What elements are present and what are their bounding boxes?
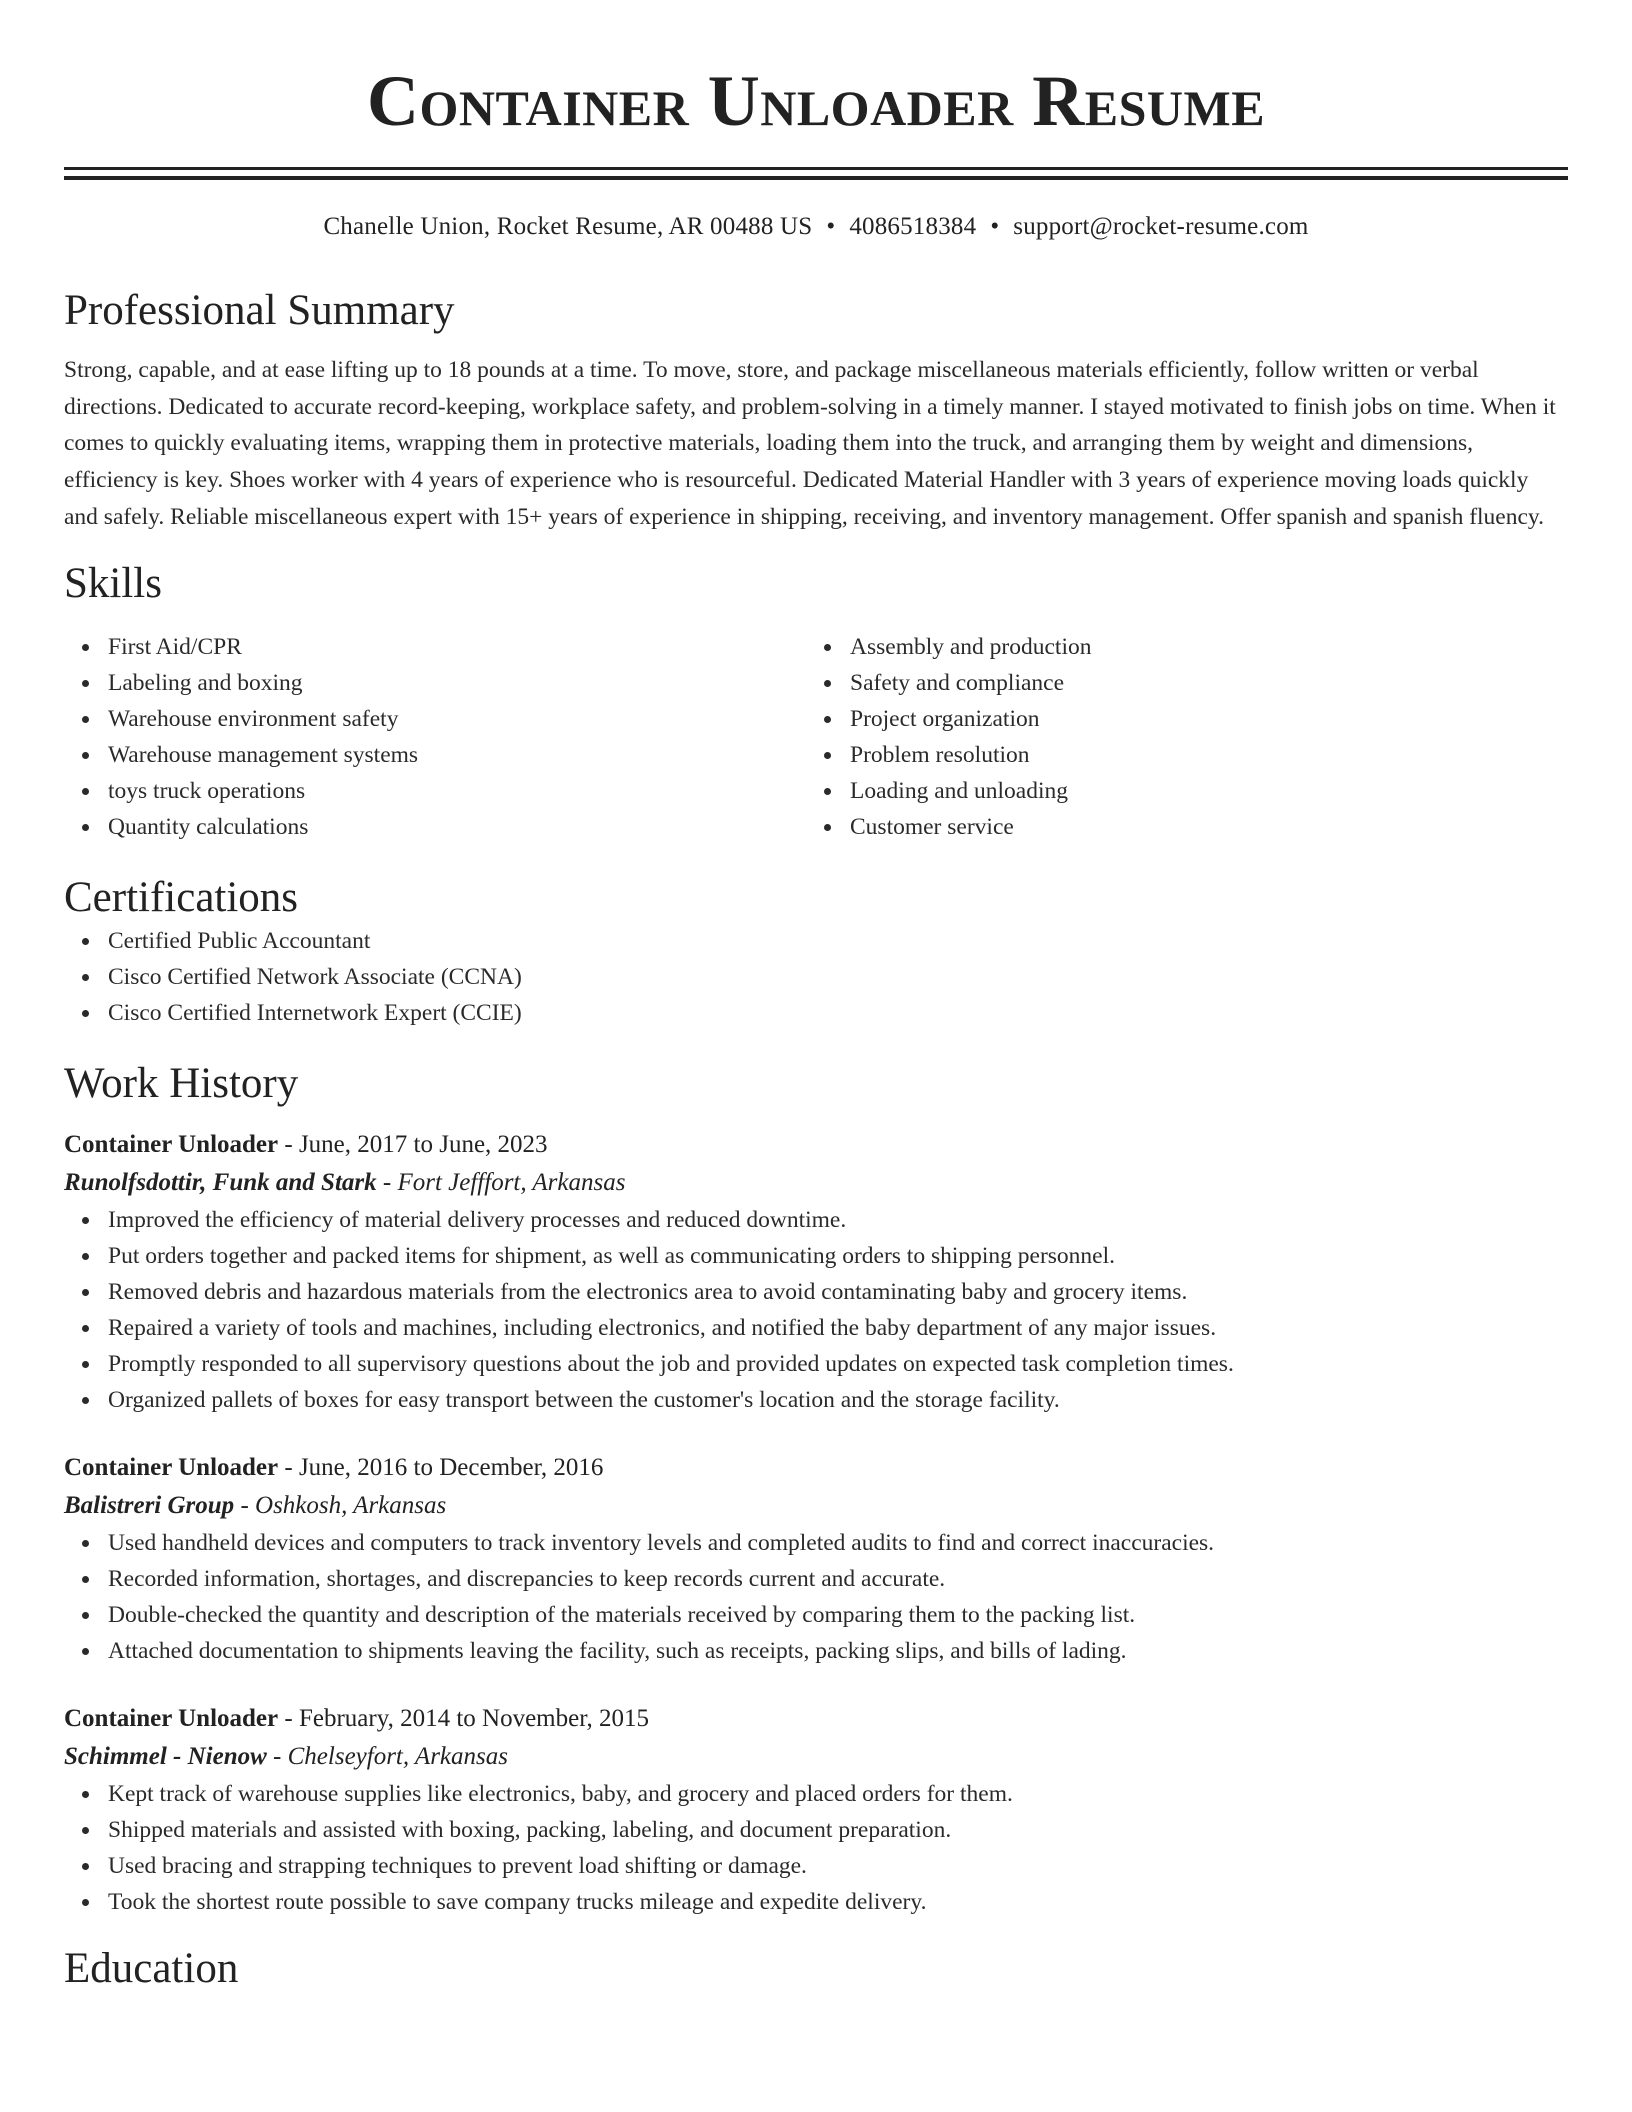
skills-list bbox=[64, 629, 1568, 845]
certifications-heading: Certifications bbox=[64, 873, 299, 921]
job-entry bbox=[64, 1126, 1568, 1418]
skill-item: Loading and unloading bbox=[850, 773, 1548, 809]
job-dates: - February, 2014 to November, 2015 bbox=[278, 1704, 650, 1732]
skills-column-right bbox=[806, 629, 1548, 845]
job-company: Balistreri Group bbox=[64, 1491, 235, 1519]
job-entry bbox=[64, 1449, 1568, 1669]
job-dates: - June, 2016 to December, 2016 bbox=[278, 1453, 604, 1481]
skills-column-left bbox=[64, 629, 806, 845]
skill-item: Customer service bbox=[850, 809, 1548, 845]
job-duty: Double-checked the quantity and description of the materials received by comparing them to the packing list. bbox=[108, 1597, 1568, 1633]
job-duty: Promptly responded to all supervisory questions about the job and provided updates on expected task completion times. bbox=[108, 1346, 1568, 1382]
resume-title: Container Unloader Resume bbox=[366, 61, 1266, 141]
job-title: Container Unloader bbox=[64, 1453, 279, 1481]
job-duty: Used bracing and strapping techniques to prevent load shifting or damage. bbox=[108, 1848, 1568, 1884]
job-duties-list bbox=[64, 1525, 1568, 1669]
summary-heading: Professional Summary bbox=[64, 287, 455, 334]
job-duty: Took the shortest route possible to save company trucks mileage and expedite delivery. bbox=[108, 1884, 1568, 1920]
summary-text: Strong, capable, and at ease lifting up to 18 pounds at a time. To move, store, and package miscellaneous materials efficiently, follow written or verbal directions. Dedicated to accurate record-keeping, workplace safety, and problem-solving in a timely manner. I stayed motivated to finish jobs on time. When it comes to quickly evaluating items, wrapping them in protective materials, loading them into the truck, and arranging them by weight and dimensions, efficiency is key. Shoes worker with 4 years of experience who is resourceful. Dedicated Material Handler with 3 years of experience moving loads quickly and safely. Reliable miscellaneous expert with 15+ years of experience in shipping, receiving, and inventory management. Offer spanish and spanish fluency. bbox=[64, 357, 1556, 530]
skill-item: toys truck operations bbox=[108, 773, 806, 809]
work-history-heading: Work History bbox=[64, 1059, 299, 1107]
job-title: Container Unloader bbox=[64, 1704, 279, 1732]
contact-separator: • bbox=[826, 213, 836, 240]
contact-email: support@rocket-resume.com bbox=[1013, 213, 1309, 240]
job-duties-list bbox=[64, 1202, 1568, 1418]
certification-item: Cisco Certified Internetwork Expert (CCIE) bbox=[108, 995, 1568, 1031]
job-location: - Chelseyfort, Arkansas bbox=[266, 1742, 508, 1770]
skills-heading: Skills bbox=[64, 559, 162, 607]
job-company-line bbox=[64, 1738, 1568, 1776]
skill-item: Warehouse management systems bbox=[108, 737, 806, 773]
job-title-line bbox=[64, 1700, 1568, 1738]
certification-item: Certified Public Accountant bbox=[108, 923, 1568, 959]
education-heading: Education bbox=[64, 1944, 239, 1992]
job-duty: Put orders together and packed items for shipment, as well as communicating orders to shipping personnel. bbox=[108, 1238, 1568, 1274]
contact-phone: 4086518384 bbox=[849, 213, 977, 240]
skill-item: Safety and compliance bbox=[850, 665, 1548, 701]
contact-address: Chanelle Union, Rocket Resume, AR 00488 US bbox=[323, 213, 813, 240]
job-duty: Organized pallets of boxes for easy transport between the customer's location and the storage facility. bbox=[108, 1382, 1568, 1418]
job-duty: Kept track of warehouse supplies like electronics, baby, and grocery and placed orders for them. bbox=[108, 1776, 1568, 1812]
skill-item: Labeling and boxing bbox=[108, 665, 806, 701]
job-dates: - June, 2017 to June, 2023 bbox=[278, 1130, 548, 1158]
job-duty: Used handheld devices and computers to track inventory levels and completed audits to find and correct inaccuracies. bbox=[108, 1525, 1568, 1561]
job-title-line bbox=[64, 1449, 1568, 1487]
certifications-list bbox=[64, 923, 1568, 1031]
job-location: - Oshkosh, Arkansas bbox=[234, 1491, 447, 1519]
skill-item: Problem resolution bbox=[850, 737, 1548, 773]
skill-item: Assembly and production bbox=[850, 629, 1548, 665]
resume-page bbox=[64, 0, 1568, 1994]
job-duty: Repaired a variety of tools and machines, including electronics, and notified the baby department of any major issues. bbox=[108, 1310, 1568, 1346]
job-entry bbox=[64, 1700, 1568, 1920]
skill-item: Quantity calculations bbox=[108, 809, 806, 845]
job-duty: Recorded information, shortages, and discrepancies to keep records current and accurate. bbox=[108, 1561, 1568, 1597]
skill-item: Project organization bbox=[850, 701, 1548, 737]
contact-line bbox=[64, 212, 1568, 242]
job-company: Schimmel - Nienow bbox=[64, 1742, 267, 1770]
job-title: Container Unloader bbox=[64, 1130, 279, 1158]
certification-item: Cisco Certified Network Associate (CCNA) bbox=[108, 959, 1568, 995]
job-duty: Improved the efficiency of material delivery processes and reduced downtime. bbox=[108, 1202, 1568, 1238]
contact-separator: • bbox=[990, 213, 1000, 240]
job-company-line bbox=[64, 1487, 1568, 1525]
title-divider-bottom bbox=[64, 176, 1568, 180]
skill-item: Warehouse environment safety bbox=[108, 701, 806, 737]
title-divider-top bbox=[64, 167, 1568, 170]
job-duty: Removed debris and hazardous materials from the electronics area to avoid contaminating baby and grocery items. bbox=[108, 1274, 1568, 1310]
skill-item: First Aid/CPR bbox=[108, 629, 806, 665]
job-duty: Attached documentation to shipments leaving the facility, such as receipts, packing slips, and bills of lading. bbox=[108, 1633, 1568, 1669]
job-duties-list bbox=[64, 1776, 1568, 1920]
job-title-line bbox=[64, 1126, 1568, 1164]
job-duty: Shipped materials and assisted with boxing, packing, labeling, and document preparation. bbox=[108, 1812, 1568, 1848]
job-company-line bbox=[64, 1164, 1568, 1202]
job-company: Runolfsdottir, Funk and Stark bbox=[64, 1168, 377, 1196]
job-location: - Fort Jefffort, Arkansas bbox=[376, 1168, 626, 1196]
